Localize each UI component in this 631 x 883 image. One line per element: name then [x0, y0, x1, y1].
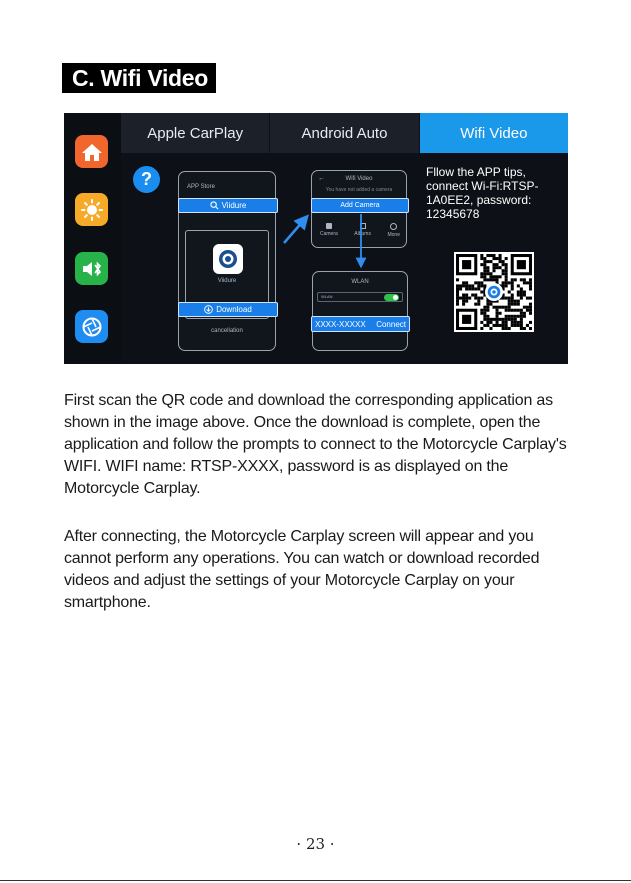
arrow-to-app [284, 220, 304, 243]
download-label: Download [216, 305, 252, 314]
tab-wifi-video[interactable]: Wifi Video [420, 113, 568, 153]
viidure-logo-icon [487, 285, 501, 299]
back-arrow-icon[interactable]: ← [318, 175, 325, 182]
cancel-link[interactable]: cancellation [211, 328, 243, 334]
wlan-toggle-label: WLAN [321, 294, 333, 299]
app-phone-subtitle: You have not added a camera [325, 187, 393, 193]
instruction-paragraph-1: First scan the QR code and download the corresponding application as shown in the image above. Once the download is complete, open the application and follow the prompts to connect to the Motorcycle Carplay's WIFI. WIFI name: RTSP-XXXX, password is as displayed on the Motorcycle Carplay. [64, 392, 567, 497]
page-number: · 23 · [296, 835, 335, 853]
connection-tips: Fllow the APP tips, connect Wi-Fi:RTSP-1A0EE2, password: 12345678 [426, 165, 539, 221]
network-name: XXXX-XXXXX [315, 319, 366, 329]
app-phone-title: Wifi Video [345, 176, 373, 182]
nav-more-label: Mone [387, 232, 400, 238]
search-text: Viidure [221, 201, 247, 210]
qr-code[interactable] [454, 252, 534, 332]
nav-albums-label: Albums [354, 231, 371, 237]
connect-button[interactable]: Connect [376, 319, 406, 329]
add-camera-button[interactable]: Add Camera [311, 198, 409, 213]
app-name: Viidure [217, 278, 237, 284]
app-store-title: APP Store [187, 184, 215, 190]
section-heading: C. Wifi Video [62, 63, 216, 93]
help-badge[interactable]: ? [133, 166, 160, 193]
nav-camera-label: Camera [320, 231, 338, 237]
instruction-paragraph-2: After connecting, the Motorcycle Carplay screen will appear and you cannot perform any operations. You can watch or download recorded videos and adjust the settings of your Motorcycle Carplay on your smartphone. [64, 528, 540, 611]
tab-android-auto[interactable]: Android Auto [270, 113, 419, 153]
tab-apple-carplay[interactable]: Apple CarPlay [121, 113, 270, 153]
wlan-title: WLAN [351, 279, 369, 285]
qr-logo [485, 283, 503, 301]
bottom-rule [0, 880, 631, 881]
carplay-screen-illustration [64, 113, 568, 364]
